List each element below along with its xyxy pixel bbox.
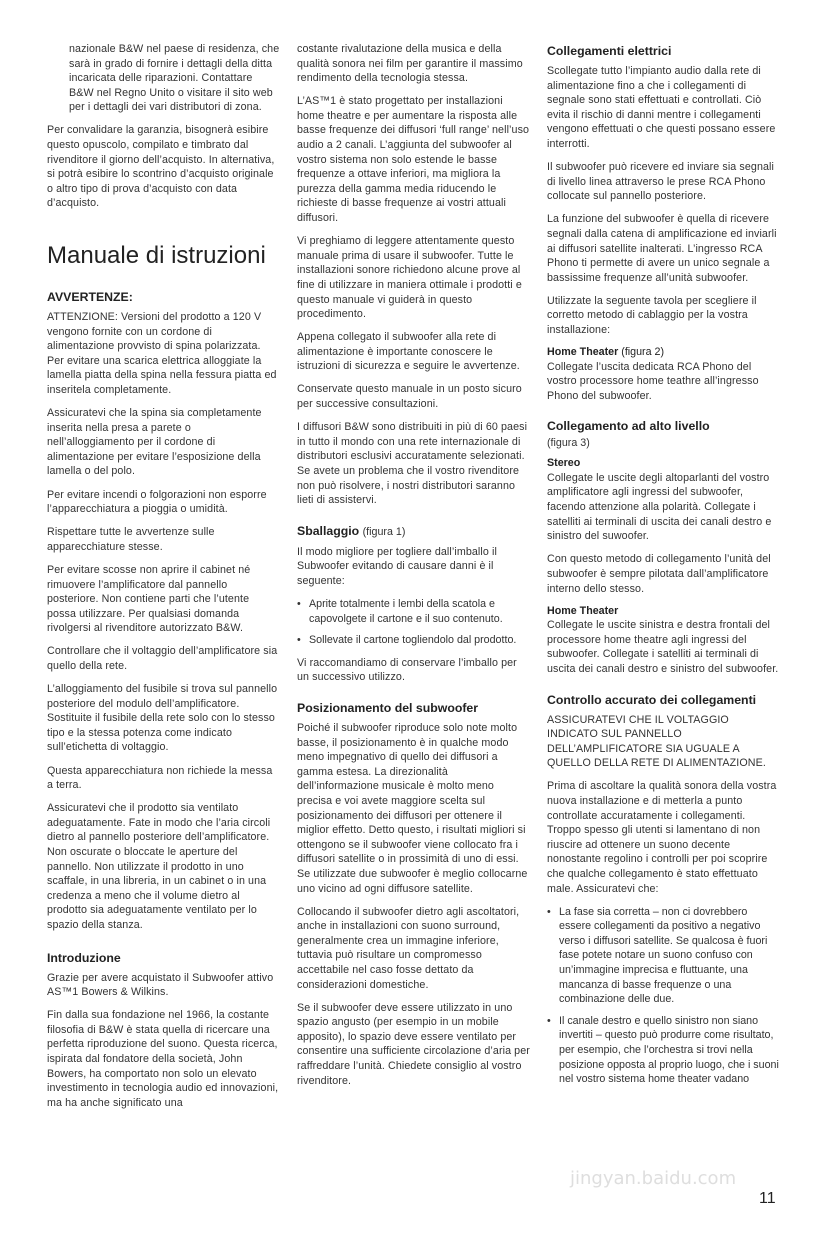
intro-continuation: costante rivalutazione della musica e della qualità sonora nei film per garantire il massimo rendimento della tecnologia stessa. (297, 43, 523, 85)
heading-introduction: Introduzione (47, 950, 121, 965)
stereo-paragraph: Con questo metodo di collegamento l’unità del subwoofer è sempre pilotata dall’amplificatore interno dello stesso. (547, 553, 771, 595)
positioning-paragraph: Se il subwoofer deve essere utilizzato in uno spazio angusto (per esempio in un mobile apposito), lo spazio deve essere ventilato per consentire una sufficiente circolazione d’aria per raffreddare l’unità. Chiedete consiglio al vostro rivenditore. (297, 1001, 530, 1087)
intro-paragraph: Conservate questo manuale in un posto sicuro per successive consultazioni. (297, 383, 522, 411)
warning-paragraph: Assicuratevi che la spina sia completamente inserita nella presa a parete o nell’alloggiamento per il cordone di alimentazione per evitare l’esposizione della lamella o del polo. (47, 407, 262, 478)
intro-paragraph: Fin dalla sua fondazione nel 1966, la costante filosofia di B&W è stata quella di ricercare una perfetta riproduzione del suono. Questa ricerca, ispirata dal fondatore della società, John Bowers, ha comportato non solo un elevato investimento in tecnologia audio ed innovazioni, ma ha anche significato una (47, 1009, 279, 1109)
home-theater-paragraph: Collegate l’uscita dedicata RCA Phono del vostro processore home teathre all’ingresso Phono del subwoofer. (547, 360, 759, 402)
heading-connection-check: Controllo accurato dei collegamenti (547, 692, 757, 707)
intro-paragraph: I diffusori B&W sono distribuiti in più di 60 paesi in tutto il mondo con una rete internazionale di distributori esclusivi accuratamente selezionati. Se avete un problema che il vostro rivenditore non può risolvere, i nostri distributori saranno lieti di assistervi. (297, 421, 528, 507)
positioning-paragraph: Collocando il subwoofer dietro agli ascoltatori, anche in installazioni con suono surround, generalmente crea un immagine inferiore, tuttavia può risultare un compromesso accettabile nel caso fosse dettato da considerazioni domestiche. (297, 905, 520, 991)
electrical-paragraph: Il subwoofer può ricevere ed inviare sia segnali di livello linea attraverso le prese RCA Phono collocate sul pannello posteriore. (547, 161, 774, 203)
subheading-home-theater-label: Home Theater (547, 346, 619, 359)
figure-reference: (figura 2) (621, 346, 665, 359)
list-item: • Sollevate il cartone togliendolo dal prodotto. (297, 633, 530, 648)
warning-paragraph: ATTENZIONE: Versioni del prodotto a 120 V vengono fornite con un cordone di alimentazione provvisto di spina polarizzata. Per evitare una scarica elettrica alloggiate la lamella piatta della spina nella fessura piatta ed inseritela completamente. (47, 311, 277, 396)
heading-electrical-connections: Collegamenti elettrici (547, 44, 672, 58)
warning-paragraph: Per evitare incendi o folgorazioni non esporre l’apparecchiatura a pioggia o umidità. (47, 488, 267, 516)
figure-reference: (figura 1) (362, 525, 406, 538)
stereo-paragraph: Collegate le uscite degli altoparlanti del vostro amplificatore agli ingressi del subwoofer, facendo attenzione alla polarità. Collegate i satelliti ai terminali di uscita dei canali destro e sinistro del suwoofer. (547, 471, 772, 543)
list-item: • La fase sia corretta – non ci dovrebbero essere collegamenti da positivo a negativo verso i diffusori satellite. Se qualcosa è fuori fase potete notare un suono confuso con un’immagine imprecisa e fluttuante, una mancanza di basse frequenze o una combinazione delle due. (547, 905, 780, 1007)
watermark-text: jingyan.baidu.com (570, 1168, 737, 1189)
warranty-continuation: nazionale B&W nel paese di residenza, che sarà in grado di fornire i dettagli della ditta incaricata delle riparazioni. Contattare B&W nel Regno Unito o visitare il sito web per i dettagli dei vari distributori di zona. (69, 43, 280, 114)
unpacking-paragraph: Vi raccomandiamo di conservare l’imballo per un successivo utilizzo. (297, 656, 517, 684)
electrical-paragraph: La funzione del subwoofer è quella di ricevere segnali dalla catena di amplificazione ed inviarli ai diffusori satellite inalterati. L’ingresso RCA Phono ti permette di avere un unico segnale a bassissime frequenze all’unità subwoofer. (547, 213, 777, 284)
column-right (547, 42, 780, 1095)
list-item: • Aprite totalmente i lembi della scatola e capovolgete il cartone e il suo contenuto. (297, 597, 530, 626)
subheading-stereo: Stereo (547, 457, 581, 470)
intro-paragraph: Appena collegato il subwoofer alla rete di alimentazione è importante conoscere le istruzioni di sicurezza e seguire le avvertenze. (297, 331, 520, 373)
heading-warnings: AVVERTENZE: (47, 290, 133, 305)
page-title: Manuale di istruzioni (47, 242, 266, 270)
page-number: 11 (759, 1190, 776, 1207)
check-list (547, 905, 780, 1087)
unpacking-list (297, 597, 530, 648)
subheading-home-theater (547, 346, 780, 360)
column-left (47, 42, 280, 1119)
watermark-logo (562, 1150, 762, 1190)
warning-paragraph: L’alloggiamento del fusibile si trova sul pannello posteriore del modulo dell’amplificatore. Sostituite il fusibile della rete solo con lo stesso tipo e la stessa potenza come indicato sull’etichetta di voltaggio. (47, 683, 278, 754)
heading-unpacking (297, 524, 530, 540)
heading-positioning: Posizionamento del subwoofer (297, 700, 479, 715)
check-paragraph: Prima di ascoltare la qualità sonora della vostra nuova installazione e di metterla a punto controllate accuratamente i collegamenti. Troppo spesso gli utenti si lamentano di non riuscire ad ottenere un suono decente nonostante regolino i controlli per poi scoprire che qualche collegamento è stato effettuato male. Assicuratevi che: (547, 780, 777, 895)
intro-paragraph: L’AS™1 è stato progettato per installazioni home theatre e per aumentare la risposta alle basse frequenze dei diffusori ‘full range’ nell’uso audio a 2 canali. L’aggiunta del subwoofer al vostro sistema non solo estende le basse frequenze a ottave inferiori, ma migliora la purezza della gamma media riducendo le richieste di basse frequenze ai vostri attuali diffusori. (297, 95, 530, 225)
column-middle (297, 42, 530, 1097)
warning-paragraph: Rispettare tutte le avvertenze sulle apparecchiature stesse. (47, 526, 215, 553)
intro-paragraph: Grazie per avere acquistato il Subwoofer attivo AS™1 Bowers & Wilkins. (47, 971, 274, 999)
electrical-paragraph: Scollegate tutto l’impianto audio dalla rete di alimentazione fino a che i collegamenti di segnale sono stati effettuati e controllati. Ciò evita il rischio di danni mentre i collegamenti vengono effettuati o che questi possano essere interrotti. (547, 65, 776, 150)
warning-paragraph: Assicuratevi che il prodotto sia ventilato adeguatamente. Fate in modo che l’aria circoli dietro al pannello posteriore dell’amplificatore. Non oscurate o bloccate le aperture del pannello. Non utilizzate il prodotto in uno scaffale, in una libreria, in un cabinet o in una credenza a meno che il volume dietro al prodotto sia adeguatamente ventilato per lo spazio della stanza. (47, 802, 271, 931)
intro-paragraph: Vi preghiamo di leggere attentamente questo manuale prima di usare il subwoofer. Tutte le installazioni sonore richiedono alcune prove al fine di utilizzare in maniera ottimale i prodotti e questo manuale vi guiderà in questo procedimento. (297, 235, 522, 321)
heading-unpacking-label: Sballaggio (297, 523, 360, 538)
check-warning-paragraph: ASSICURATEVI CHE IL VOLTAGGIO INDICATO SUL PANNELLO DELL’AMPLIFICATORE SIA UGUALE A QUELLO DELLA RETE DI ALIMENTAZIONE. (547, 713, 766, 770)
electrical-paragraph: Utilizzate la seguente tavola per scegliere il corretto metodo di cablaggio per la vostra installazione: (547, 294, 757, 336)
warning-paragraph: Controllare che il voltaggio dell’amplificatore sia quello della rete. (47, 645, 278, 672)
warning-paragraph: Questa apparecchiatura non richiede la messa a terra. (47, 764, 273, 792)
home-theater-paragraph: Collegate le uscite sinistra e destra frontali del processore home theatre agli ingressi del subwoofer. Collegate i satelliti ai terminali di uscita dei canali destro e sinistro del subwoofer. (547, 619, 779, 675)
positioning-paragraph: Poiché il subwoofer riproduce solo note molto basse, il posizionamento è in qualche modo meno impegnativo di quello dei diffusori a gamma estesa. La direzionalità dell’informazione musicale è molto meno precisa e voi avete maggiore scelta sul posizionamento dei diffusori per ottenere il miglior effetto. Detto questo, i risultati migliori si ottengono se il subwoofer viene collocato fra i diffusori satellite o in prossimità di uno di essi. Se utilizzate due subwoofer è meglio collocarne uno vicino ad ogni diffusore satellite. (297, 721, 528, 895)
heading-high-level-connection: Collegamento ad alto livello (547, 419, 710, 434)
unpacking-paragraph: Il modo migliore per togliere dall’imballo il Subwoofer evitando di causare danni è il seguente: (297, 545, 497, 587)
figure-reference: (figura 3) (547, 437, 590, 450)
list-item: • Il canale destro e quello sinistro non siano invertiti – questo può produrre come risultato, per esempio, che l’orchestra si trovi nella posizione opposta al proprio luogo, che i suoni nel vostro sistema home theater vadano (547, 1014, 780, 1087)
warranty-paragraph: Per convalidare la garanzia, bisognerà esibire questo opuscolo, compilato e timbrato dal rivenditore il giorno dell’acquisto. In alternativa, si potrà esibire lo scontrino d’acquisto originale o altro tipo di prova d’acquisto con data d’acquisto. (47, 124, 275, 210)
warning-paragraph: Per evitare scosse non aprire il cabinet né rimuovere l’amplificatore dal pannello posteriore. Non contiene parti che l’utente possa utilizzare. Per qualsiasi domanda rivolgersi al rivenditore autorizzato B&W. (47, 563, 251, 635)
subheading-home-theater-2: Home Theater (547, 604, 619, 617)
